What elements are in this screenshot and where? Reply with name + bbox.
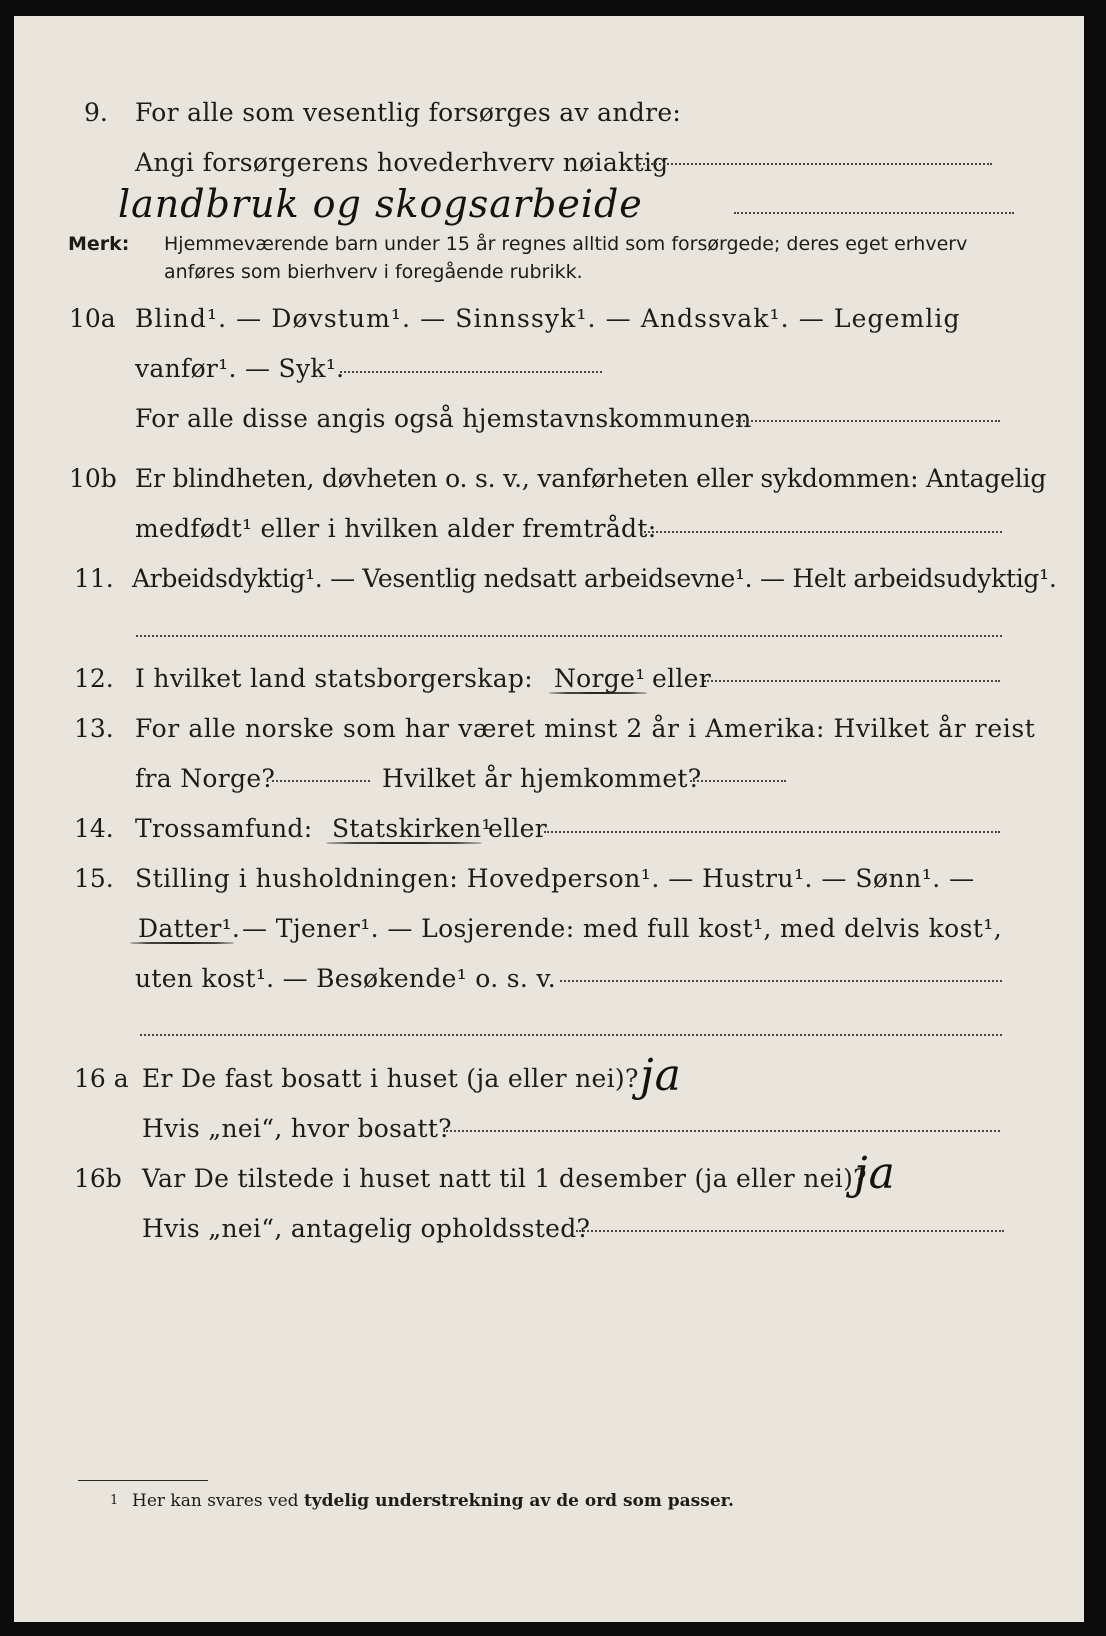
- q16b-line2: Hvis „nei“, antagelig opholdssted?: [142, 1214, 591, 1243]
- q12-suffix: eller: [652, 664, 712, 693]
- census-form-page: [14, 16, 1084, 1622]
- q15-dotted-fill: [560, 980, 1002, 982]
- q15-datter-underline: [130, 942, 234, 944]
- q16a-number: 16 a: [74, 1064, 129, 1093]
- q11-dotted-fill: [136, 635, 1002, 637]
- q12-option-norge: Norge¹: [554, 664, 646, 693]
- q14-option-statskirken: Statskirken¹: [332, 814, 492, 843]
- q9-number: 9.: [84, 98, 108, 127]
- q10b-line1: Er blindheten, døvheten o. s. v., vanførheten eller sykdommen: Antagelig: [135, 464, 1047, 493]
- q10b-line2: medfødt¹ eller i hvilken alder fremtrådt:: [135, 514, 657, 543]
- q10a-line1: Blind¹. — Døvstum¹. — Sinnssyk¹. — Andssvak¹. — Legemlig: [135, 304, 961, 333]
- q9-line2: Angi forsørgerens hovederhverv nøiaktig: [135, 148, 669, 177]
- footnote-text: [132, 1490, 734, 1512]
- q16a-dotted-fill: [446, 1130, 1000, 1132]
- q15-extra-dotted-fill: [140, 1034, 1002, 1036]
- q16a-line2: Hvis „nei“, hvor bosatt?: [142, 1114, 452, 1143]
- q12-dotted-fill: [704, 680, 1000, 682]
- q11-number: 11.: [74, 564, 114, 593]
- q12-norge-underline: [549, 692, 647, 694]
- q15-line2b: — Tjener¹. — Losjerende: med full kost¹, med delvis kost¹,: [242, 914, 1003, 943]
- merk-line1: Hjemmeværende barn under 15 år regnes alltid som forsørgede; deres eget erhverv: [164, 233, 968, 255]
- q10a-dotted-fill: [736, 420, 1000, 422]
- q13-from-dotted-fill: [272, 780, 370, 782]
- q15-option-datter: Datter¹.: [138, 914, 241, 943]
- q14-dotted-fill: [544, 831, 1000, 833]
- q13-number: 13.: [74, 714, 114, 743]
- q10a-line3: For alle disse angis også hjemstavnskommunen: [135, 404, 752, 433]
- q15-line1: Stilling i husholdningen: Hovedperson¹. — Hustru¹. — Sønn¹. —: [135, 864, 975, 893]
- q13-line1: For alle norske som har været minst 2 år i Amerika: Hvilket år reist: [135, 714, 1036, 743]
- footnote-text-plain: Her kan svares ved: [132, 1491, 299, 1511]
- footnote-rule: [78, 1480, 208, 1481]
- q10a-syk-dotted-fill: [340, 371, 602, 373]
- footnote-marker: 1: [110, 1493, 119, 1508]
- footnote-text-bold: tydelig understrekning av de ord som passer.: [303, 1491, 734, 1511]
- q16b-dotted-fill: [576, 1230, 1004, 1232]
- q16a-handwritten-answer: ja: [640, 1050, 682, 1101]
- q14-statskirken-underline: [326, 842, 482, 844]
- q9-line1: For alle som vesentlig forsørges av andre:: [135, 98, 682, 127]
- q16a-line1: Er De fast bosatt i huset (ja eller nei)?: [142, 1064, 639, 1093]
- merk-line2: anføres som bierhverv i foregående rubrikk.: [164, 261, 583, 283]
- q12-prefix: I hvilket land statsborgerskap:: [135, 664, 533, 693]
- q11-line1: Arbeidsdyktig¹. — Vesentlig nedsatt arbeidsevne¹. — Helt arbeidsudyktig¹.: [132, 564, 1057, 593]
- q12-number: 12.: [74, 664, 114, 693]
- q9-dotted-fill: [636, 163, 992, 165]
- merk-label: Merk:: [68, 233, 130, 255]
- q16b-number: 16b: [74, 1164, 122, 1193]
- q13-return-dotted-fill: [690, 780, 786, 782]
- q10a-line2: vanfør¹. — Syk¹.: [135, 354, 345, 383]
- q10a-number: 10a: [69, 304, 116, 333]
- q15-number: 15.: [74, 864, 114, 893]
- q15-line3: uten kost¹. — Besøkende¹ o. s. v.: [135, 964, 557, 993]
- q14-number: 14.: [74, 814, 114, 843]
- q14-suffix: eller: [488, 814, 548, 843]
- q9-answer-dotted-fill: [734, 212, 1014, 214]
- q13-line2a: fra Norge?: [135, 764, 276, 793]
- q10b-dotted-fill: [640, 531, 1002, 533]
- q14-prefix: Trossamfund:: [135, 814, 313, 843]
- q16b-handwritten-answer: ja: [854, 1148, 896, 1199]
- q16b-line1: Var De tilstede i huset natt til 1 desember (ja eller nei)?: [142, 1164, 867, 1193]
- q13-line2b: Hvilket år hjemkommet?: [382, 764, 702, 793]
- q10b-number: 10b: [69, 464, 117, 493]
- q9-handwritten-answer: landbruk og skogsarbeide: [118, 182, 643, 226]
